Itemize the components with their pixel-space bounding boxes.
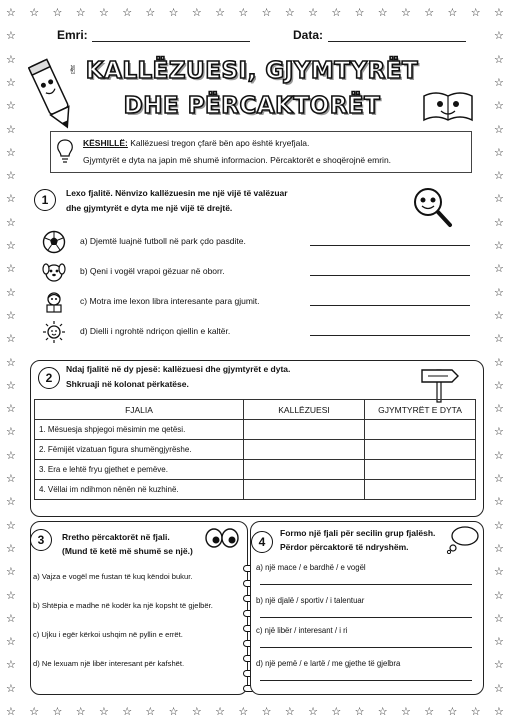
star-icon: ☆	[122, 705, 133, 718]
star-icon: ☆	[122, 6, 133, 19]
star-icon: ☆	[6, 448, 16, 462]
star-icon: ☆	[238, 705, 249, 718]
section-3-instruction-1: Rretho përcaktorët në fjali.	[62, 532, 170, 542]
star-icon: ☆	[29, 6, 40, 19]
star-icon: ☆	[6, 262, 16, 276]
sun-icon	[42, 320, 66, 349]
table-cell-complements[interactable]	[365, 480, 476, 500]
star-icon: ☆	[6, 378, 16, 392]
star-icon: ☆	[191, 6, 202, 19]
star-icon: ☆	[494, 355, 504, 369]
answer-line[interactable]	[310, 335, 470, 336]
star-icon: ☆	[98, 705, 109, 718]
star-icon: ☆	[6, 611, 16, 625]
star-icon: ☆	[6, 681, 16, 695]
star-icon: ☆	[6, 145, 16, 159]
table-cell-predicate[interactable]	[244, 460, 365, 480]
star-icon: ☆	[377, 705, 388, 718]
section-3-sentence[interactable]: a) Vajza e vogël me fustan të kuq këndoi bukur.	[33, 572, 193, 581]
star-icon: ☆	[447, 705, 458, 718]
section-4-prompt: a) një mace / e bardhë / e vogël	[256, 563, 366, 572]
section-3-sentence[interactable]: b) Shtëpia e madhe në kodër ka një kopsht të gjelbër.	[33, 601, 213, 610]
section-4-instruction-1: Formo një fjali për secilin grup fjalësh.	[280, 528, 436, 538]
table-cell-predicate[interactable]	[244, 440, 365, 460]
star-icon: ☆	[145, 6, 156, 19]
table-cell-sentence: 1. Mësuesja shpjegoi mësimin me qetësi.	[35, 420, 244, 440]
star-icon: ☆	[6, 75, 16, 89]
answer-line[interactable]	[260, 647, 472, 648]
star-icon: ☆	[494, 565, 504, 579]
star-icon: ☆	[6, 6, 16, 19]
tip-line-2: Gjymtyrët e dyta na japin më shumë informacion. Përcaktorët e shoqërojnë emrin.	[83, 155, 392, 165]
star-icon: ☆	[6, 122, 16, 136]
answer-line[interactable]	[260, 680, 472, 681]
star-icon: ☆	[401, 705, 411, 718]
star-icon: ☆	[494, 215, 504, 229]
googly-eyes-icon	[204, 528, 240, 553]
star-icon: ☆	[494, 402, 504, 416]
table-row	[35, 480, 476, 500]
section-1-instruction-2: dhe gjymtyrët e dyta me një vijë të drejtë.	[66, 203, 233, 213]
tip-line-1: Kallëzuesi tregon çfarë bën apo është kryefjala.	[127, 138, 310, 148]
star-icon: ☆	[6, 29, 16, 43]
star-icon: ☆	[284, 705, 295, 718]
star-icon: ☆	[6, 308, 16, 322]
star-icon: ☆	[494, 378, 504, 392]
table-row	[35, 420, 476, 440]
answer-line[interactable]	[260, 617, 472, 618]
star-icon: ☆	[494, 285, 504, 299]
star-icon: ☆	[168, 705, 179, 718]
star-icon: ☆	[308, 6, 318, 19]
sentence-table	[34, 399, 476, 500]
section-3-instruction-2: (Mund të ketë më shumë se një.)	[62, 546, 193, 556]
magnifier-character-icon	[408, 183, 454, 234]
star-icon: ☆	[6, 705, 16, 718]
star-icon: ☆	[494, 145, 504, 159]
star-icon: ☆	[6, 215, 16, 229]
star-icon: ☆	[401, 6, 411, 19]
star-icon: ☆	[494, 308, 504, 322]
pencil-character-icon	[28, 54, 78, 134]
star-icon: ☆	[6, 565, 16, 579]
table-header-sentence: FJALIA	[35, 400, 244, 420]
star-icon: ☆	[494, 611, 504, 625]
star-icon: ☆	[168, 6, 179, 19]
star-icon: ☆	[6, 169, 16, 183]
star-icon: ☆	[494, 705, 504, 718]
star-icon: ☆	[494, 239, 504, 252]
star-icon: ☆	[494, 169, 504, 183]
soccer-ball-icon	[42, 230, 66, 259]
table-cell-complements[interactable]	[365, 420, 476, 440]
name-label: Emri:	[57, 28, 88, 42]
section-4-prompt: b) një djalë / sportiv / i talentuar	[256, 596, 365, 605]
star-icon: ☆	[6, 588, 16, 602]
table-header-complements: GJYMTYRËT E DYTA	[365, 400, 476, 420]
star-icon: ☆	[145, 705, 156, 718]
star-icon: ☆	[494, 541, 504, 555]
lightbulb-icon	[55, 138, 75, 169]
table-cell-sentence: 4. Vëllai im ndihmon nënën në kuzhinë.	[35, 480, 244, 500]
star-icon: ☆	[494, 122, 504, 136]
star-icon: ☆	[98, 6, 109, 19]
star-icon: ☆	[331, 6, 342, 19]
star-icon: ☆	[494, 29, 504, 43]
star-icon: ☆	[6, 518, 16, 532]
star-icon: ☆	[75, 705, 86, 718]
star-icon: ☆	[494, 99, 504, 113]
puppy-icon	[42, 260, 66, 289]
star-icon: ☆	[494, 75, 504, 89]
star-icon: ☆	[424, 705, 435, 718]
name-line[interactable]	[92, 41, 250, 42]
star-icon: ☆	[261, 705, 272, 718]
star-icon: ☆	[494, 495, 504, 509]
star-icon: ☆	[424, 6, 435, 19]
section-4-prompt: c) një libër / interesant / i ri	[256, 626, 348, 635]
star-icon: ☆	[308, 705, 318, 718]
star-icon: ☆	[52, 6, 63, 19]
star-icon: ☆	[494, 588, 504, 602]
star-icon: ☆	[6, 332, 16, 346]
section-4-prompt: d) një pemë / e lartë / me gjethe të gjelbra	[256, 659, 401, 668]
table-cell-complements[interactable]	[365, 460, 476, 480]
star-icon: ☆	[29, 705, 40, 718]
star-icon: ☆	[494, 262, 504, 276]
answer-line[interactable]	[310, 245, 470, 246]
star-icon: ☆	[377, 6, 388, 19]
star-icon: ☆	[494, 518, 504, 532]
star-icon: ☆	[494, 192, 504, 206]
book-character-icon	[420, 86, 476, 126]
section-2-number: 2	[38, 367, 60, 389]
star-icon: ☆	[494, 52, 504, 66]
table-row	[35, 460, 476, 480]
thought-bubble-icon	[446, 524, 480, 559]
star-icon: ☆	[6, 541, 16, 555]
star-icon: ☆	[6, 658, 16, 672]
date-line[interactable]	[328, 41, 466, 42]
star-icon: ☆	[75, 6, 86, 19]
section-2-instruction-2: Shkruaji në kolonat përkatëse.	[66, 379, 189, 389]
answer-line[interactable]	[310, 275, 470, 276]
section-2-instruction-1: Ndaj fjalitë në dy pjesë: kallëzuesi dhe gjymtyrët e dyta.	[66, 364, 291, 374]
star-icon: ☆	[6, 635, 16, 649]
section-1-sentence: b) Qeni i vogël vrapoi gëzuar në oborr.	[80, 266, 225, 276]
star-icon: ☆	[494, 658, 504, 672]
star-icon: ☆	[6, 99, 16, 113]
star-icon: ☆	[354, 6, 365, 19]
table-header-predicate: KALLËZUESI	[244, 400, 365, 420]
section-1-number: 1	[34, 189, 56, 211]
section-1-sentence: d) Dielli i ngrohtë ndriçon qiellin e kaltër.	[80, 326, 231, 336]
star-icon: ☆	[6, 52, 16, 66]
star-icon: ☆	[470, 6, 481, 19]
star-icon: ☆	[494, 681, 504, 695]
section-3-sentence[interactable]: c) Ujku i egër kërkoi ushqim në pyllin e errët.	[33, 630, 183, 639]
section-1-sentence: c) Motra ime lexon libra interesante para gjumit.	[80, 296, 260, 306]
star-icon: ☆	[284, 6, 295, 19]
star-icon: ☆	[494, 332, 504, 346]
star-icon: ☆	[6, 192, 16, 206]
star-icon: ☆	[215, 705, 226, 718]
answer-line[interactable]	[260, 584, 472, 585]
tip-box	[50, 131, 472, 173]
star-icon: ☆	[447, 6, 458, 19]
tip-label: KËSHILLË:	[83, 138, 128, 148]
section-3-sentence[interactable]: d) Ne lexuam një libër interesant për kafshët.	[33, 659, 185, 668]
section-4-number: 4	[251, 531, 273, 553]
date-label: Data:	[293, 28, 324, 42]
star-icon: ☆	[6, 285, 16, 299]
star-icon: ☆	[494, 472, 504, 485]
star-icon: ☆	[470, 705, 481, 718]
star-icon: ☆	[6, 239, 16, 252]
table-cell-predicate[interactable]	[244, 420, 365, 440]
star-icon: ☆	[215, 6, 226, 19]
answer-line[interactable]	[310, 305, 470, 306]
star-icon: ☆	[6, 402, 16, 416]
star-icon: ☆	[494, 448, 504, 462]
section-4-instruction-2: Përdor përcaktorë të ndryshëm.	[280, 542, 409, 552]
star-icon: ☆	[261, 6, 272, 19]
svg-text:✌: ✌	[68, 63, 78, 77]
star-icon: ☆	[354, 705, 365, 718]
star-icon: ☆	[494, 425, 504, 439]
star-icon: ☆	[238, 6, 249, 19]
star-icon: ☆	[494, 6, 504, 19]
star-icon: ☆	[52, 705, 63, 718]
section-1-sentence: a) Djemtë luajnë futboll në park çdo pasdite.	[80, 236, 246, 246]
star-icon: ☆	[191, 705, 202, 718]
table-cell-complements[interactable]	[365, 440, 476, 460]
girl-reading-icon	[42, 290, 66, 319]
star-icon: ☆	[6, 355, 16, 369]
title-line-1: KALLËZUESI, GJYMTYRËT	[85, 58, 419, 84]
title-line-2: DHE PËRCAKTORËT	[123, 93, 381, 119]
table-cell-sentence: 3. Era e lehtë fryu gjethet e pemëve.	[35, 460, 244, 480]
star-icon: ☆	[331, 705, 342, 718]
section-3-number: 3	[30, 529, 52, 551]
table-cell-sentence: 2. Fëmijët vizatuan figura shumëngjyrëshe.	[35, 440, 244, 460]
section-1-instruction-1: Lexo fjalitë. Nënvizo kallëzuesin me një vijë të valëzuar	[66, 188, 288, 198]
table-cell-predicate[interactable]	[244, 480, 365, 500]
star-icon: ☆	[494, 635, 504, 649]
star-icon: ☆	[6, 495, 16, 509]
table-row	[35, 440, 476, 460]
star-icon: ☆	[6, 472, 16, 485]
star-icon: ☆	[6, 425, 16, 439]
